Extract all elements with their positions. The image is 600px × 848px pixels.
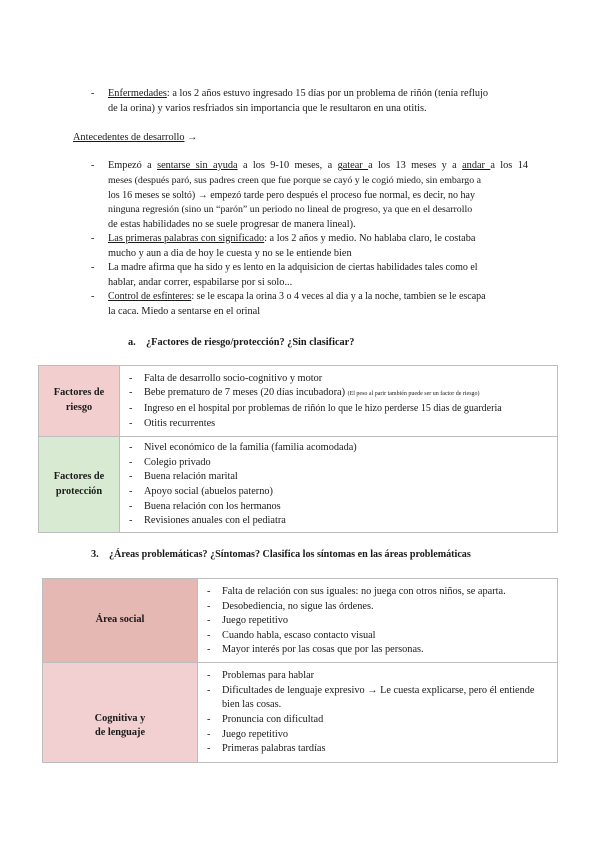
area-social-label-cell	[43, 579, 198, 663]
factores-proteccion-row	[39, 437, 558, 533]
area-social-list	[204, 585, 551, 658]
area-cognitiva-list	[204, 669, 551, 757]
dev-bullet-1-line1: Empezó a sentarse sin ayuda a los 9-10 meses, a gatear a los 13 meses y a andar a los 14	[108, 160, 528, 171]
birth-weight-note: (El peso al parir también puede ser un factor de riesgo)	[347, 391, 480, 398]
bullet-dash: -	[91, 160, 95, 171]
bullet-dash: -	[91, 88, 95, 99]
dev-bullet-1-line2: meses (después paró, sus padres creen que fue porque se cayó y le cogió miedo, sin embargo a	[108, 175, 482, 186]
antecedentes-heading: Antecedentes de desarrollo →	[73, 132, 198, 143]
list-item: - Colegio privado	[126, 456, 551, 471]
area-cognitiva-list-cell	[198, 662, 558, 762]
list-item: - Apoyo social (abuelos paterno)	[126, 485, 551, 500]
list-item: - Cuando habla, escaso contacto visual	[204, 629, 551, 644]
list-item: - Pronuncia con dificultad	[204, 713, 551, 728]
section-a-marker: a.	[128, 337, 136, 348]
list-item: - Bebe prematuro de 7 meses (20 días incubadora) (El peso al parir también puede ser un factor de riesgo)	[126, 386, 551, 402]
bullet-dash: -	[91, 233, 95, 244]
list-item: - Falta de relación con sus iguales: no juega con otros niños, se aparta.	[204, 585, 551, 600]
section-3-title: ¿Áreas problemáticas? ¿Síntomas? Clasifica los síntomas en las áreas problemáticas	[109, 549, 471, 560]
dev-bullet-1-line3: los 16 meses se soltó) → empezó tarde pero después el proceso fue normal, es decir, no hay	[108, 189, 475, 201]
enfermedades-line2: de la orina) y varios resfriados sin importancia que le resultaron en una otitis.	[108, 102, 427, 114]
list-item: - Problemas para hablar	[204, 669, 551, 684]
factores-riesgo-row	[39, 366, 558, 437]
bullet-dash: -	[91, 291, 95, 302]
dev-bullet-1-line5: de estas habilidades no se suele progresar de manera lineal).	[108, 218, 356, 230]
section-3-marker: 3.	[91, 549, 99, 560]
list-item: - Falta de desarrollo socio-cognitivo y motor	[126, 372, 551, 387]
area-cognitiva-label-cell	[43, 662, 198, 762]
area-social-row	[43, 579, 558, 663]
list-item: - Desobediencia, no sigue las órdenes.	[204, 600, 551, 615]
dev-bullet-2-line2: mucho y aun a dia de hoy le cuesta y no se le entiende bien	[108, 247, 352, 259]
area-cognitiva-row	[43, 662, 558, 762]
areas-table	[42, 578, 558, 763]
factores-proteccion-label: Factores de protección	[53, 470, 105, 497]
dev-bullet-3-line2: hablar, andar correr, espabilarse por si solo...	[108, 276, 293, 288]
list-item: - Buena relación con los hermanos	[126, 500, 551, 515]
list-item: - Ingreso en el hospital por problemas de riñón lo que le hizo perderse 15 dias de guarderia	[126, 402, 551, 417]
arrow-icon: →	[187, 132, 198, 143]
factores-riesgo-list-cell	[120, 366, 558, 437]
enfermedades-paragraph: Enfermedades: a los 2 años estuvo ingresado 15 días por un problema de riñón (tenía reflujo	[108, 88, 489, 99]
area-cognitiva-label: Cognitiva y de lenguaje	[94, 712, 146, 739]
list-item: - Primeras palabras tardías	[204, 742, 551, 757]
list-item: - Mayor interés por las cosas que por las personas.	[204, 643, 551, 658]
list-item: - Juego repetitivo	[204, 728, 551, 743]
bullet-dash: -	[91, 262, 95, 273]
factores-table	[38, 365, 558, 533]
dev-bullet-3-line1: La madre afirma que ha sido y es lento en la adquisicion de ciertas habilidades tales como el	[108, 262, 478, 273]
area-social-list-cell	[198, 579, 558, 663]
list-item: - Buena relación marital	[126, 470, 551, 485]
factores-riesgo-label: Factores de riesgo	[53, 387, 105, 413]
list-item: - Nivel económico de la familia (familia acomodada)	[126, 441, 551, 456]
factores-proteccion-list-cell	[120, 437, 558, 533]
factores-proteccion-list	[126, 441, 551, 529]
list-item: - Juego repetitivo	[204, 614, 551, 629]
factores-riesgo-label-cell	[39, 366, 120, 437]
factores-proteccion-label-cell	[39, 437, 120, 533]
dev-bullet-2-line1: Las primeras palabras con significado: a los 2 años y medio. No hablaba claro, le costaba	[108, 233, 476, 244]
dev-bullet-1-line4: ninguna regresión (sino un “parón” un periodo no lineal de progreso, ya que en el desarrollo	[108, 204, 473, 215]
enfermedades-label: Enfermedades	[108, 88, 167, 99]
dev-bullet-4-line2: la caca. Miedo a sentarse en el orinal	[108, 305, 261, 317]
section-a-title: ¿Factores de riesgo/protección? ¿Sin clasificar?	[146, 337, 355, 348]
list-item: - Dificultades de lenguaje expresivo → Le cuesta explicarse, pero él entiende bien las cosas.	[204, 684, 551, 713]
dev-bullet-4-line1: Control de esfínteres: se le escapa la orina 3 o 4 veces al dia y a la noche, tambien se le escapa	[108, 291, 486, 302]
area-social-label: Área social	[95, 614, 145, 626]
list-item: - Revisiones anuales con el pediatra	[126, 514, 551, 529]
factores-riesgo-list	[126, 372, 551, 431]
list-item: - Otitis recurrentes	[126, 417, 551, 432]
